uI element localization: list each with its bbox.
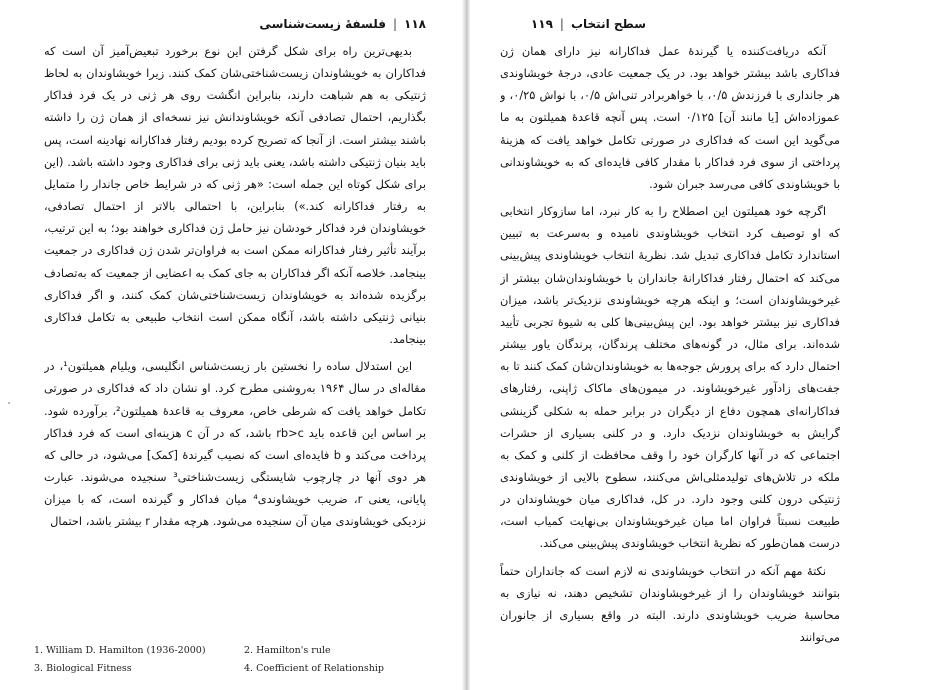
right-paragraph-1: آنکه دریافت‌کننده یا گیرندهٔ عمل فداکارانه نیز دارای همان ژن فداکاری باشد بیشتر خواهد بود. در یک جمعیت عادی، درجهٔ خویشاوندی هر جانداری با فرزندش ۰/۵، با خواهر‌برادر تنی‌اش ۰/۵، با نواش ۰/۲۵، و عموزاده‌اش [یا مانند آن] ۰/۱۲۵ است. پس آنچه قاعدهٔ همیلتون به ما می‌گوید این است که فداکاری در صورتی تکامل خواهد یافت که هزینهٔ پرداختی از سوی فرد فداکار با مقدار کافی فایده‌ای که به خویشاوندانی با خویشاوندی کافی می‌رسد جبران شود. [500,44,840,191]
right-page-body [500,40,840,680]
header-separator: | [392,17,398,31]
footnotes [34,642,394,678]
left-page-body [44,40,426,630]
left-page-number: ۱۱۸ [404,17,426,31]
footnote-2: 2. Hamilton's rule [244,645,331,656]
left-paragraph-1: بدیهی‌ترین راه برای شکل گرفتن این نوع برخورد تبعیض‌آمیز آن است که فداکاران به خویشاوندان زیست‌شناختی‌شان کمک کنند. زیرا خویشاوندان به لحاظ ژنتیکی به هم شباهت دارند، بنابراین انگشت روی هر ژنی در یک فرد فداکار بگذاریم، احتمال تصادفی آنکه خویشاوندانش نیز نسخه‌ای از همان ژن را داشته باشند بیشتر است. از آنجا که تصریح کرده بودیم رفتار فداکارانه نهادینه است، پس باید بنیان ژنتیکی داشته باشد، یعنی باید ژنی برای فداکاری وجود داشته باشد. (این برای شکل کوتاه این جمله است: «هر ژنی که در شرایط خاص جاندار را متمایل به رفتار فداکارانه کند.») بنابراین، با احتمالی بالاتر از احتمال تصادفی، خویشاوندان فرد فداکار خودشان نیز حامل ژن فداکاری خواهند بود؛ به این ترتیب، برآیند تأثیر رفتار فداکارانه ممکن است به فراوان‌تر شدن ژن فداکاری در جمعیت بینجامد. خلاصه آنکه اگر فداکاران به جای کمک به اعضایی از جمعیت که به‌تصادف برگزیده شده‌اند به خویشاوندان زیست‌شناختی‌شان کمک کنند، و اگر فداکاری بنیانی ژنتیکی داشته باشد، آنگاه ممکن است انتخاب طبیعی به تکامل فداکاری بینجامد. [44,44,426,347]
right-running-title: سطح انتخاب [570,17,646,31]
right-page-number: ۱۱۹ [530,17,553,31]
footnote-4: 4. Coefficient of Relationship [244,663,384,674]
right-paragraph-2: اگرچه خود همیلتون این اصطلاح را به کار نبرد، اما سازوکار انتخابی که او توصیف کرد انتخاب خویشاوندی نامیده و به‌سرعت به تبیین استاندارد تکامل فداکاری تبدیل شد. نظریهٔ انتخاب خویشاوندی پیش‌بینی می‌کند که احتمال رفتار فداکارانهٔ جانداران با خویشاوندان‌شان بیشتر از غیرخویشاوندان است؛ و اینکه هرچه خویشاوندی نزدیک‌تر باشد، میزان فداکاری نیز بیشتر خواهد بود. این پیش‌بینی‌ها کلی به شیوهٔ تجربی تأیید شده‌اند. برای مثال، در گونه‌های مختلف پرندگان، پرندگان یاور بیشتر احتمال دارد که برای پرورش جوجه‌ها به خویشاوندان‌شان کمک کنند تا به جفت‌های زادآور غیرخویشاوند. در میمون‌های ماکاک ژاپنی، رفتارهای فداکارانه‌ای همچون دفاع از دیگران در برابر حمله به شکلی گزینشی گرایش به خویشاوندان نزدیک دارد. و در کلنی بسیاری از حشرات اجتماعی که در آنها کارگران خود را وقف محافظت از کلنی و کمک به ملکه در تلاش‌های تولیدمثلی‌اش می‌کنند، سطوح بالایی از خویشاوندی ژنتیکی درون کلنی وجود دارد. در کل، فداکاری میان خویشاوندان در طبیعت نسبتاً فراوان اما میان غیرخویشاوندان بی‌نهایت کمیاب است، درست همان‌طور که نظریهٔ انتخاب خویشاوندی پیش‌بینی می‌کند. [500,204,840,551]
footnote-3: 3. Biological Fitness [34,663,132,674]
footnote-1: 1. William D. Hamilton (1936-2000) [34,645,206,656]
right-page-header [531,14,646,34]
right-paragraph-3: نکتهٔ مهم آنکه در انتخاب خویشاوندی نه لازم است که جانداران حتماً بتوانند خویشاوندان را از غیرخویشاوندان تشخیص دهند، نه نیازی به محاسبهٔ ضریب خویشاوندی دارند. البته در واقع بسیاری از جانوران می‌توانند [500,563,840,645]
margin-mark [8,402,10,404]
header-separator: | [559,17,564,31]
left-page-header [259,14,426,34]
book-gutter [462,0,470,690]
right-page [470,0,932,690]
left-paragraph-2: این استدلال ساده را نخستین بار زیست‌شناس انگلیسی، ویلیام همیلتون¹، در مقاله‌ای در سال ۱۹۶۴ به‌روشنی مطرح کرد. او نشان داد که فداکاری در صورتی تکامل خواهد یافت که شرطی خاص، معروف به قاعدهٔ همیلتون²، برآورده شود. بر اساس این قاعده باید rb>c باشد، که در آن c هزینه‌ای است که فرد فداکار پرداخت می‌کند و b فایده‌ای است که نصیب گیرندهٔ [کمک] می‌شود، در حالی که هر دوی آنها در چارچوب شایستگی زیست‌شناختی³ سنجیده می‌شوند. عبارت پایانی، یعنی r، ضریب خویشاوندی⁴ میان فداکار و گیرنده است، که با میزان نزدیکی خویشاوندی میان آن سنجیده می‌شود. هرچه مقدار r بیشتر باشد، احتمال [44,359,426,529]
left-running-title: فلسفهٔ زیست‌شناسی [259,17,386,31]
left-page [0,0,462,690]
